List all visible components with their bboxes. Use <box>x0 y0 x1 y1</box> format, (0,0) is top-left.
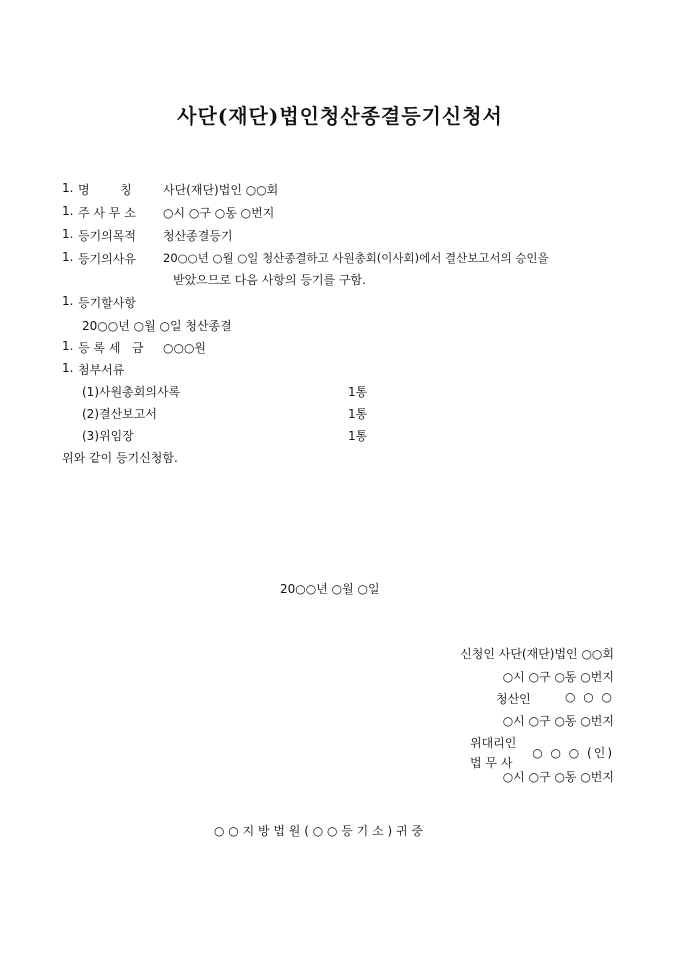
applicant-address: ○시 ○구 ○동 ○번지 <box>502 670 614 684</box>
item-reason-prefix: 1. <box>62 250 74 264</box>
item-purpose-prefix: 1. <box>62 227 74 241</box>
attachment-item-count: 1통 <box>348 407 368 421</box>
agent-name-seal: ○ ○ ○ (인) <box>532 746 614 760</box>
item-reason-value-line1: 20○○년 ○월 ○일 청산종결하고 사원총회(이사회)에서 결산보고서의 승인을 <box>163 251 549 265</box>
item-purpose-label: 등기의목적 <box>78 229 136 243</box>
item-tax-value: ○○○원 <box>163 341 207 355</box>
item-tax-prefix: 1. <box>62 339 74 353</box>
applicant-corporation: 신청인 사단(재단)법인 ○○회 <box>460 647 614 661</box>
closing-statement: 위와 같이 등기신청함. <box>62 451 178 465</box>
item-attachments-label: 첨부서류 <box>78 363 125 377</box>
liquidator-label: 청산인 <box>496 692 531 706</box>
item-purpose-value: 청산종결등기 <box>163 229 233 243</box>
liquidator-name: ○ ○ ○ <box>564 690 614 704</box>
item-reason-value-line2: 받았으므로 다음 사항의 등기를 구함. <box>173 273 366 287</box>
attachment-item-name: (2)결산보고서 <box>82 407 157 421</box>
agent-address: ○시 ○구 ○동 ○번지 <box>502 770 614 784</box>
item-matters-prefix: 1. <box>62 294 74 308</box>
item-matters-label: 등기할사항 <box>78 296 136 310</box>
agent-title-label: 법 무 사 <box>470 756 513 770</box>
item-name-value: 사단(재단)법인 ○○회 <box>163 183 279 197</box>
item-reason-label: 등기의사유 <box>78 252 136 266</box>
item-office-label: 주 사 무 소 <box>78 206 136 220</box>
attachment-item-count: 1통 <box>348 429 368 443</box>
item-name-label: 명 칭 <box>78 183 132 197</box>
attachment-item-name: (3)위임장 <box>82 429 134 443</box>
liquidator-address: ○시 ○구 ○동 ○번지 <box>502 714 614 728</box>
document-title: 사단(재단)법인청산종결등기신청서 <box>177 104 503 128</box>
item-tax-label: 등 록 세 금 <box>78 341 144 355</box>
item-matters-value: 20○○년 ○월 ○일 청산종결 <box>82 319 232 333</box>
agent-label: 위대리인 <box>470 736 517 750</box>
attachment-item-name: (1)사원총회의사록 <box>82 385 181 399</box>
application-date: 20○○년 ○월 ○일 <box>280 582 380 596</box>
recipient-court: ○ ○ 지 방 법 원 ( ○ ○ 등 기 소 ) 귀 중 <box>214 824 423 838</box>
item-attachments-prefix: 1. <box>62 361 74 375</box>
item-office-value: ○시 ○구 ○동 ○번지 <box>163 206 275 220</box>
item-office-prefix: 1. <box>62 204 74 218</box>
item-name-prefix: 1. <box>62 181 74 195</box>
attachment-item-count: 1통 <box>348 385 368 399</box>
